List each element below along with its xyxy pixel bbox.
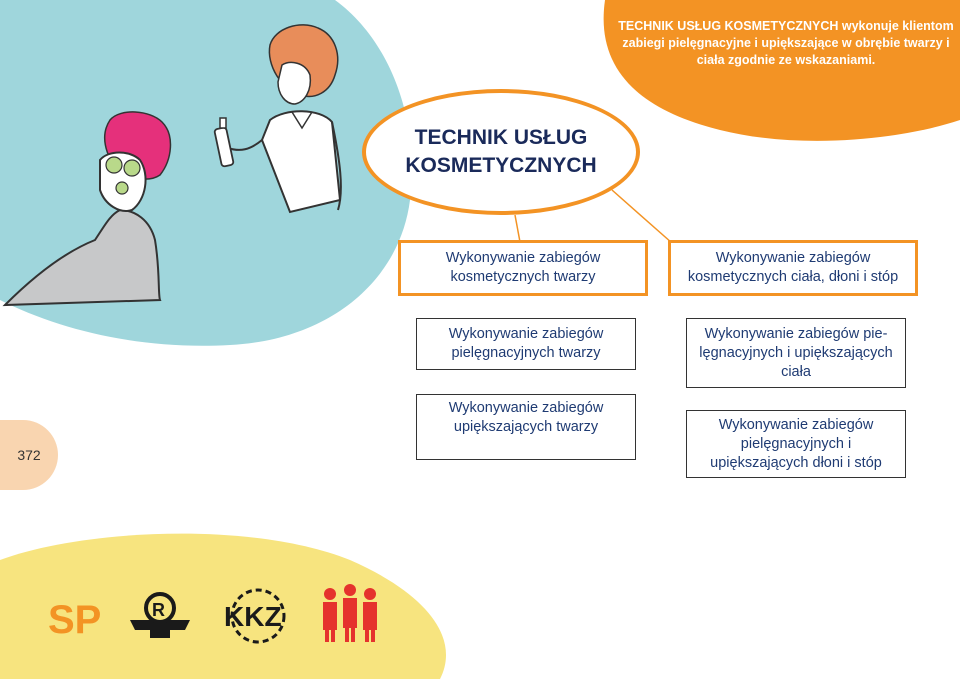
svg-text:KKZ: KKZ xyxy=(224,601,282,632)
page-number: 372 xyxy=(17,447,41,463)
box-body-care-beauty xyxy=(686,318,906,388)
title-oval xyxy=(362,89,640,215)
box-face-care xyxy=(416,318,636,370)
svg-text:SP: SP xyxy=(48,598,102,642)
box-face-beauty xyxy=(416,394,636,460)
box-hands-feet-label: Wykonywanie zabiegów pielęgnacyjnych i upiększających dłoni i stóp xyxy=(710,416,882,471)
connector-right xyxy=(612,190,672,243)
box-face-beauty-label: Wykonywanie zabiegów upiększających twarzy xyxy=(448,400,604,435)
connector-left xyxy=(515,215,520,242)
page-title: TECHNIK USŁUG KOSMETYCZNYCH xyxy=(405,126,597,177)
logo-sp xyxy=(48,598,106,642)
box-hands-feet xyxy=(686,410,906,478)
box-body-care-beauty-label: Wykonywanie zabiegów pie-lęgnacyjnych i upiększających ciała xyxy=(699,325,893,380)
svg-text:R: R xyxy=(152,600,165,620)
box-body-cosmetic-label: Wykonywanie zabiegów kosmetycznych ciała, dłoni i stóp xyxy=(687,250,899,285)
box-body-cosmetic xyxy=(668,240,918,296)
box-face-care-label: Wykonywanie zabiegów pielęgnacyjnych twarzy xyxy=(448,326,604,361)
header-description: TECHNIK USŁUG KOSMETYCZNYCH wykonuje klientom zabiegi pielęgnacyjne i upiększające w obrębie twarzy i ciała zgodnie ze wskazaniami. xyxy=(618,19,954,67)
box-face-cosmetic-label: Wykonywanie zabiegów kosmetycznych twarzy xyxy=(445,250,601,285)
box-face-cosmetic xyxy=(398,240,648,296)
